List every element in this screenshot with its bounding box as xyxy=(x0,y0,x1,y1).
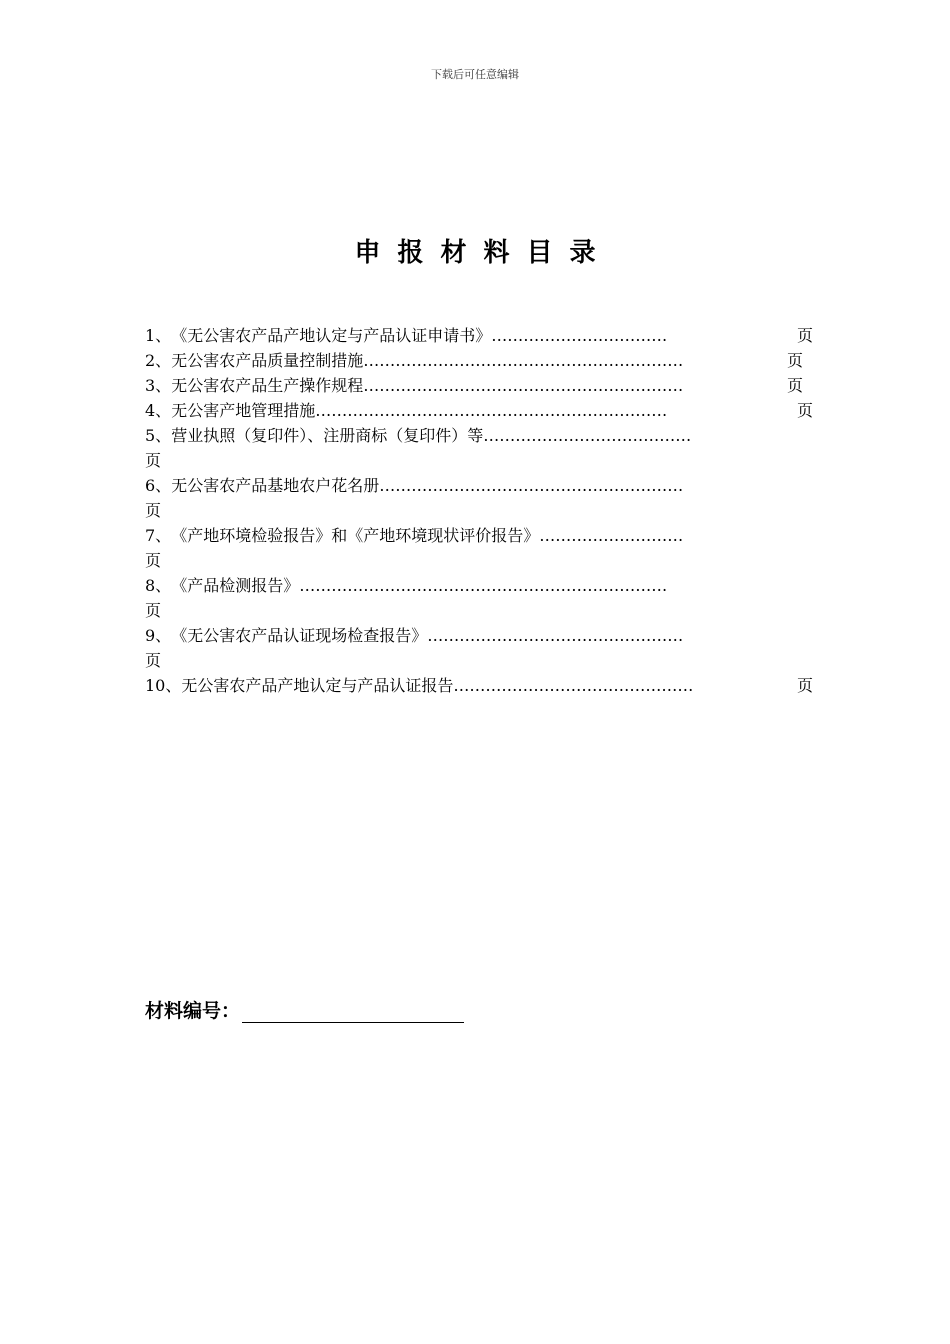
material-number-field xyxy=(145,996,464,1023)
toc-item-text: 《产品检测报告》 xyxy=(171,576,300,595)
toc-item xyxy=(145,573,813,598)
toc-item-text: 《无公害农产品产地认定与产品认证申请书》 xyxy=(171,326,492,345)
toc-page-label: 页 xyxy=(786,351,803,370)
toc-item-number: 4、 xyxy=(145,401,172,420)
toc-page-label: 页 xyxy=(796,401,813,420)
toc-item-text: 营业执照（复印件）、注册商标（复印件）等 xyxy=(171,426,484,445)
toc-leader-dots: …………………………………………………… xyxy=(363,376,684,395)
toc-page-label: 页 xyxy=(145,501,162,520)
toc-item-number: 9、 xyxy=(145,626,172,645)
toc-item-text: 无公害农产品基地农户花名册 xyxy=(171,476,380,495)
toc-item xyxy=(145,673,813,698)
material-number-label: 材料编号： xyxy=(145,1000,241,1022)
toc-item-number: 6、 xyxy=(145,476,172,495)
toc-leader-dots: ……………………………………… xyxy=(453,676,694,695)
toc-item-text: 无公害农产品质量控制措施 xyxy=(171,351,364,370)
toc-item xyxy=(145,323,813,348)
toc-leader-dots: …………………………… xyxy=(491,326,668,345)
toc-item-text: 无公害农产品生产操作规程 xyxy=(171,376,364,395)
toc-item xyxy=(145,473,813,498)
toc-item-text: 《产地环境检验报告》和《产地环境现状评价报告》 xyxy=(171,526,540,545)
toc-item-number: 10、 xyxy=(145,676,182,695)
table-of-contents xyxy=(145,323,813,698)
toc-page-label: 页 xyxy=(145,551,162,570)
document-title: 申报材料目录 xyxy=(354,238,613,268)
toc-leader-dots: ………………………………………… xyxy=(427,626,684,645)
toc-item xyxy=(145,373,813,398)
toc-item-text: 《无公害农产品认证现场检查报告》 xyxy=(171,626,428,645)
toc-page-label: 页 xyxy=(145,651,162,670)
toc-item xyxy=(145,348,813,373)
header-note: 下载后可任意编辑 xyxy=(431,68,519,81)
toc-leader-dots: …………………………………………………………… xyxy=(299,576,668,595)
toc-item xyxy=(145,398,813,423)
toc-item-text: 无公害产地管理措施 xyxy=(171,401,316,420)
toc-leader-dots: ……………………… xyxy=(539,526,684,545)
toc-leader-dots: ………………………………… xyxy=(483,426,692,445)
toc-item-number: 8、 xyxy=(145,576,172,595)
toc-page-label: 页 xyxy=(145,601,162,620)
toc-leader-dots: ………………………………………………………… xyxy=(315,401,668,420)
toc-item-number: 5、 xyxy=(145,426,172,445)
toc-page-label: 页 xyxy=(786,376,803,395)
toc-item-number: 3、 xyxy=(145,376,172,395)
toc-page-label: 页 xyxy=(796,326,813,345)
toc-leader-dots: ………………………………………………… xyxy=(379,476,684,495)
toc-leader-dots: …………………………………………………… xyxy=(363,351,684,370)
toc-page-label: 页 xyxy=(145,451,162,470)
toc-item-number: 7、 xyxy=(145,526,172,545)
toc-item xyxy=(145,523,813,548)
material-number-blank xyxy=(242,1002,464,1023)
toc-page-label: 页 xyxy=(796,676,813,695)
toc-item xyxy=(145,423,813,448)
toc-item-number: 2、 xyxy=(145,351,172,370)
toc-item xyxy=(145,623,813,648)
toc-item-text: 无公害农产品产地认定与产品认证报告 xyxy=(181,676,454,695)
toc-item-number: 1、 xyxy=(145,326,172,345)
